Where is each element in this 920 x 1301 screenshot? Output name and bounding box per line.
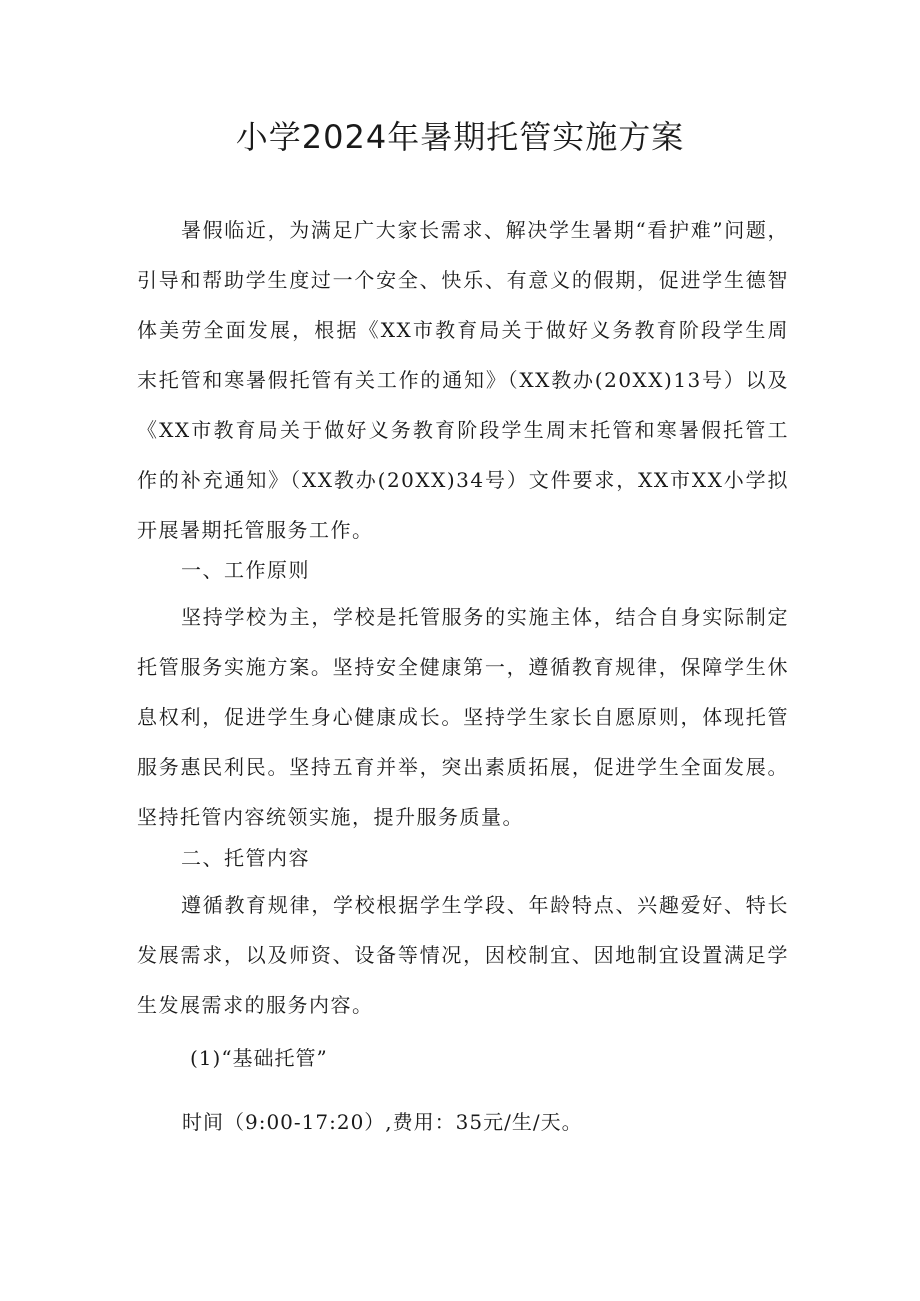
document-title: 小学2024年暑期托管实施方案 [235, 118, 685, 156]
content-paragraph: 遵循教育规律，学校根据学生学段、年龄特点、兴趣爱好、特长发展需求，以及师资、设备等情况，因校制宜、因地制宜设置满足学生发展需求的服务内容。 [137, 893, 789, 1017]
section-heading-principles: 一、工作原则 [181, 558, 310, 582]
item-heading-basic-care: (1)“基础托管” [190, 1046, 328, 1070]
section-heading-content: 二、托管内容 [181, 846, 310, 870]
intro-paragraph: 暑假临近，为满足广大家长需求、解决学生暑期“看护难”问题，引导和帮助学生度过一个安全、快乐、有意义的假期，促进学生德智体美劳全面发展，根据《XX市教育局关于做好义务教育阶段学生周末托管和寒暑假托管有关工作的通知》（XX教办(20XX)13号）以及《XX市教育局关于做好义务教育阶段学生周末托管和寒暑假托管工作的补充通知》（XX教办(20XX)34号）文件要求，XX市XX小学拟开展暑期托管服务工作。 [137, 218, 789, 542]
item-time-fee: 时间（9:00-17:20）,费用：35元/生/天。 [182, 1110, 583, 1134]
principles-paragraph: 坚持学校为主，学校是托管服务的实施主体，结合自身实际制定托管服务实施方案。坚持安全健康第一，遵循教育规律，保障学生休息权利，促进学生身心健康成长。坚持学生家长自愿原则，体现托管服务惠民利民。坚持五育并举，突出素质拓展，促进学生全面发展。坚持托管内容统领实施，提升服务质量。 [137, 605, 789, 829]
